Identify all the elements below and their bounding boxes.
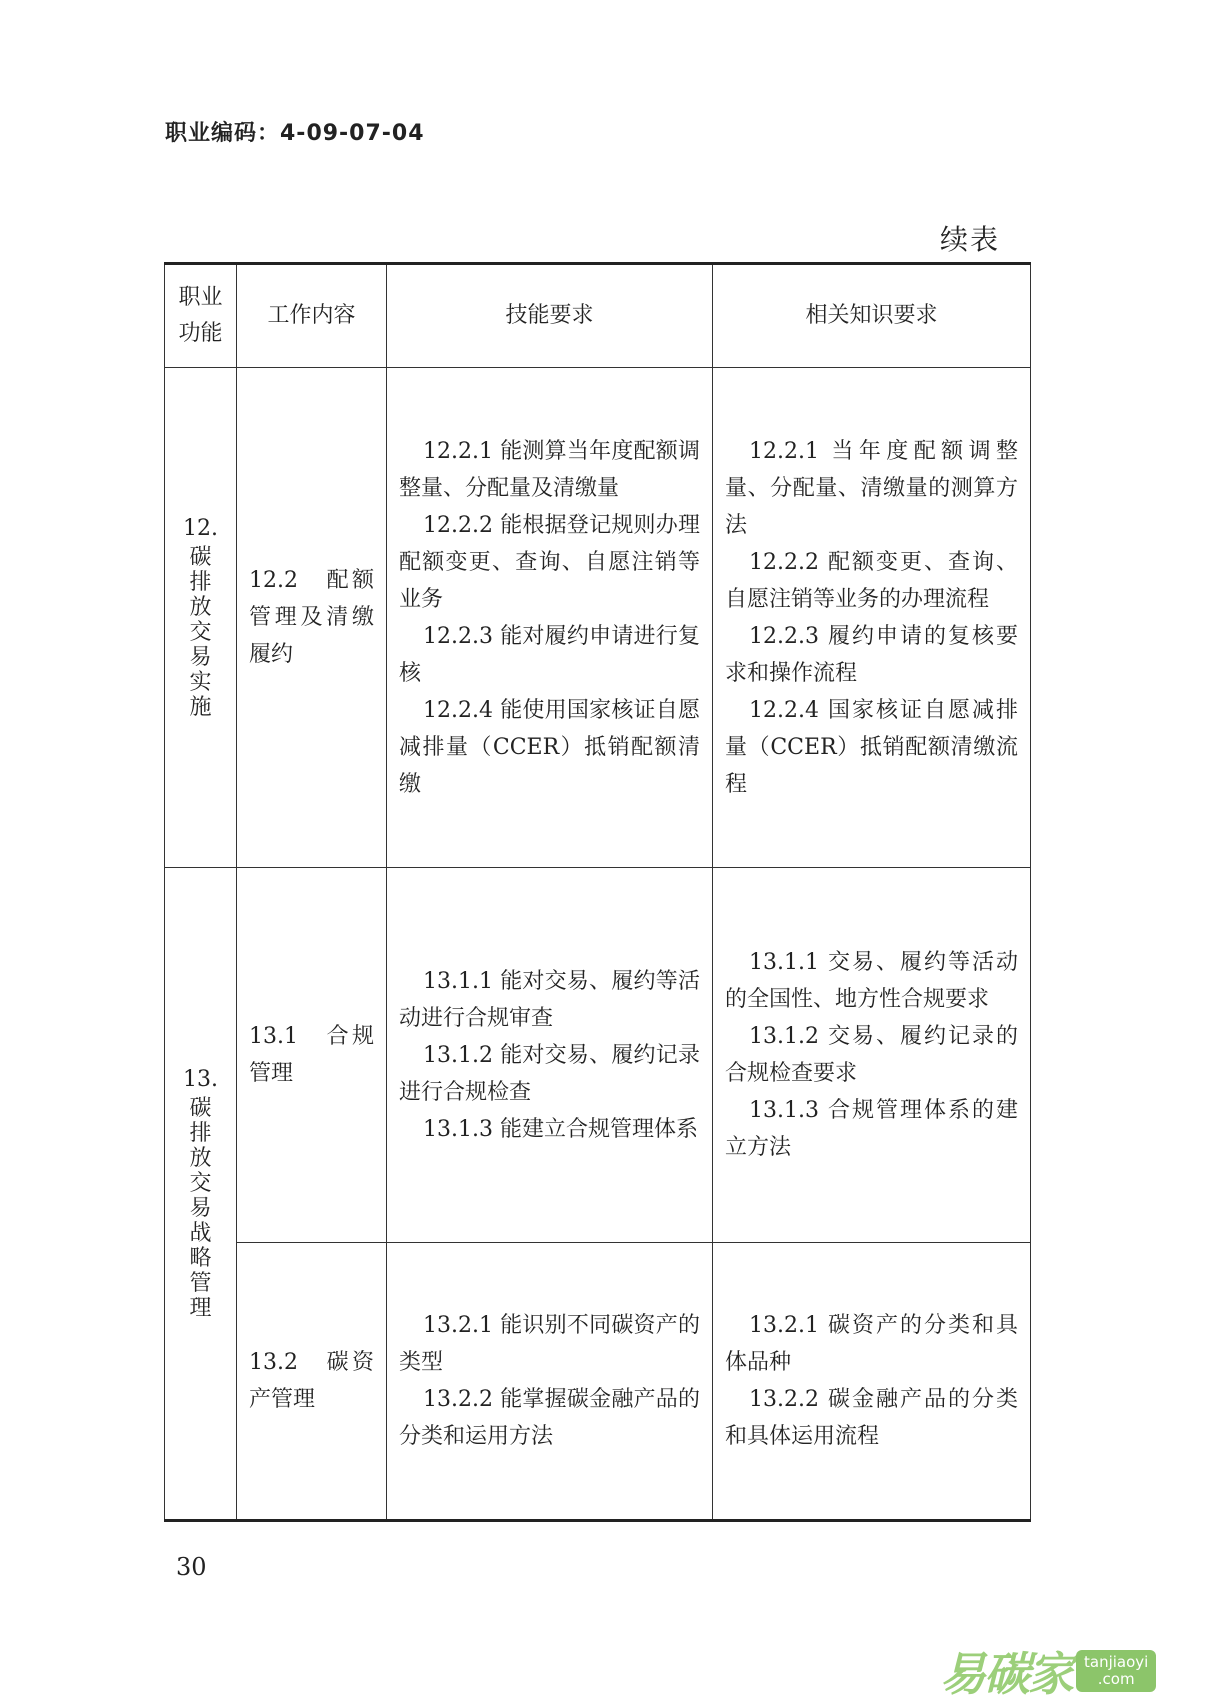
watermark-domain-line2: .com	[1097, 1670, 1135, 1688]
table-header-row	[165, 264, 1031, 368]
header-function: 职业 功能	[165, 264, 237, 368]
skill-item: 13.1.1 能对交易、履约等活动进行合规审查	[399, 968, 700, 1031]
header-work-content: 工作内容	[237, 264, 387, 368]
skill-item: 13.1.2 能对交易、履约记录进行合规检查	[399, 1042, 700, 1105]
skill-item: 13.2.2 能掌握碳金融产品的分类和运用方法	[399, 1387, 700, 1449]
table-row	[165, 368, 1031, 868]
watermark-domain-badge	[1076, 1650, 1156, 1692]
knowledge-item: 13.1.2 交易、履约记录的合规检查要求	[725, 1024, 1018, 1086]
skills-cell	[387, 868, 713, 1243]
skills-table	[164, 262, 1031, 1522]
work-content-cell: 12.2 配额管理及清缴履约	[237, 368, 387, 868]
knowledge-item: 13.2.2 碳金融产品的分类和具体运用流程	[725, 1387, 1018, 1449]
watermark-domain-line1: tanjiaoyi	[1084, 1653, 1149, 1671]
work-content-cell: 13.1 合规管理	[237, 868, 387, 1243]
function-name: 碳排放交易实施	[189, 544, 212, 720]
knowledge-cell	[713, 368, 1031, 868]
function-number: 12.	[183, 515, 218, 541]
skills-cell	[387, 1243, 713, 1521]
knowledge-cell	[713, 868, 1031, 1243]
page-number: 30	[176, 1553, 207, 1581]
function-cell	[165, 868, 237, 1521]
watermark-brand: 易碳家	[940, 1647, 1072, 1701]
header-skill-requirements: 技能要求	[387, 264, 713, 368]
knowledge-cell	[713, 1243, 1031, 1521]
function-name: 碳排放交易战略管理	[189, 1095, 212, 1321]
function-number: 13.	[183, 1066, 218, 1092]
skill-item: 13.1.3 能建立合规管理体系	[423, 1116, 698, 1142]
skill-item: 13.2.1 能识别不同碳资产的类型	[399, 1313, 700, 1375]
knowledge-item: 12.2.1 当年度配额调整量、分配量、清缴量的测算方法	[725, 438, 1018, 538]
knowledge-item: 13.1.3 合规管理体系的建立方法	[725, 1098, 1018, 1160]
knowledge-item: 12.2.4 国家核证自愿减排量（CCER）抵销配额清缴流程	[725, 697, 1018, 797]
skill-item: 12.2.4 能使用国家核证自愿减排量（CCER）抵销配额清缴	[399, 697, 700, 797]
work-content-cell: 13.2 碳资产管理	[237, 1243, 387, 1521]
skill-item: 12.2.2 能根据登记规则办理配额变更、查询、自愿注销等业务	[399, 512, 700, 612]
knowledge-item: 13.2.1 碳资产的分类和具体品种	[725, 1313, 1018, 1375]
knowledge-item: 13.1.1 交易、履约等活动的全国性、地方性合规要求	[725, 950, 1018, 1012]
skill-item: 12.2.3 能对履约申请进行复核	[399, 623, 700, 686]
header-knowledge-requirements: 相关知识要求	[713, 264, 1031, 368]
skill-item: 12.2.1 能测算当年度配额调整量、分配量及清缴量	[399, 438, 700, 501]
table-row	[165, 868, 1031, 1243]
knowledge-item: 12.2.2 配额变更、查询、自愿注销等业务的办理流程	[725, 549, 1018, 612]
occupation-code: 职业编码：4-09-07-04	[165, 121, 425, 146]
skills-cell	[387, 368, 713, 868]
table-row	[165, 1243, 1031, 1521]
watermark-logo	[940, 1638, 1156, 1704]
function-cell	[165, 368, 237, 868]
continued-table-label: 续表	[939, 223, 1000, 256]
knowledge-item: 12.2.3 履约申请的复核要求和操作流程	[725, 623, 1018, 686]
